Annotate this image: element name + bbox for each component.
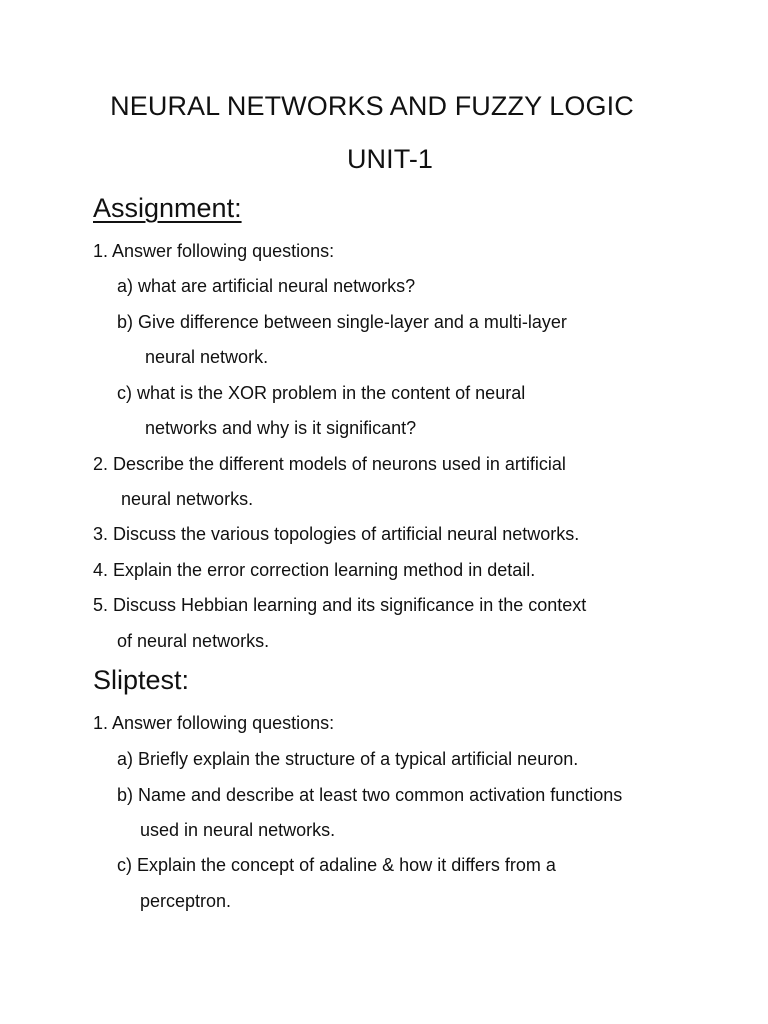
assignment-line: a) what are artificial neural networks? [117, 276, 416, 296]
assignment-line: neural networks. [121, 489, 254, 509]
sliptest-line: 1. Answer following questions: [93, 713, 335, 733]
sliptest-line: perceptron. [140, 891, 232, 911]
assignment-line: c) what is the XOR problem in the content of neural [117, 383, 526, 403]
assignment-heading: Assignment: [93, 193, 242, 223]
assignment-line: b) Give difference between single-layer and a multi-layer [117, 312, 567, 332]
sliptest-line: c) Explain the concept of adaline & how it differs from a [117, 855, 556, 875]
sliptest-line: b) Name and describe at least two common activation functions [117, 785, 623, 805]
assignment-line: 3. Discuss the various topologies of artificial neural networks. [93, 524, 580, 544]
sliptest-heading: Sliptest: [93, 665, 190, 695]
assignment-line: neural network. [145, 347, 269, 367]
assignment-line: 1. Answer following questions: [93, 241, 335, 261]
assignment-line: 4. Explain the error correction learning method in detail. [93, 560, 536, 580]
unit-title: UNIT-1 [346, 144, 434, 174]
sliptest-line: a) Briefly explain the structure of a typical artificial neuron. [117, 749, 579, 769]
sliptest-line: used in neural networks. [140, 820, 336, 840]
document-title: NEURAL NETWORKS AND FUZZY LOGIC [110, 91, 634, 121]
assignment-line: 5. Discuss Hebbian learning and its significance in the context [93, 595, 587, 615]
assignment-line: 2. Describe the different models of neurons used in artificial [93, 454, 566, 474]
assignment-line: of neural networks. [117, 631, 270, 651]
assignment-line: networks and why is it significant? [145, 418, 417, 438]
